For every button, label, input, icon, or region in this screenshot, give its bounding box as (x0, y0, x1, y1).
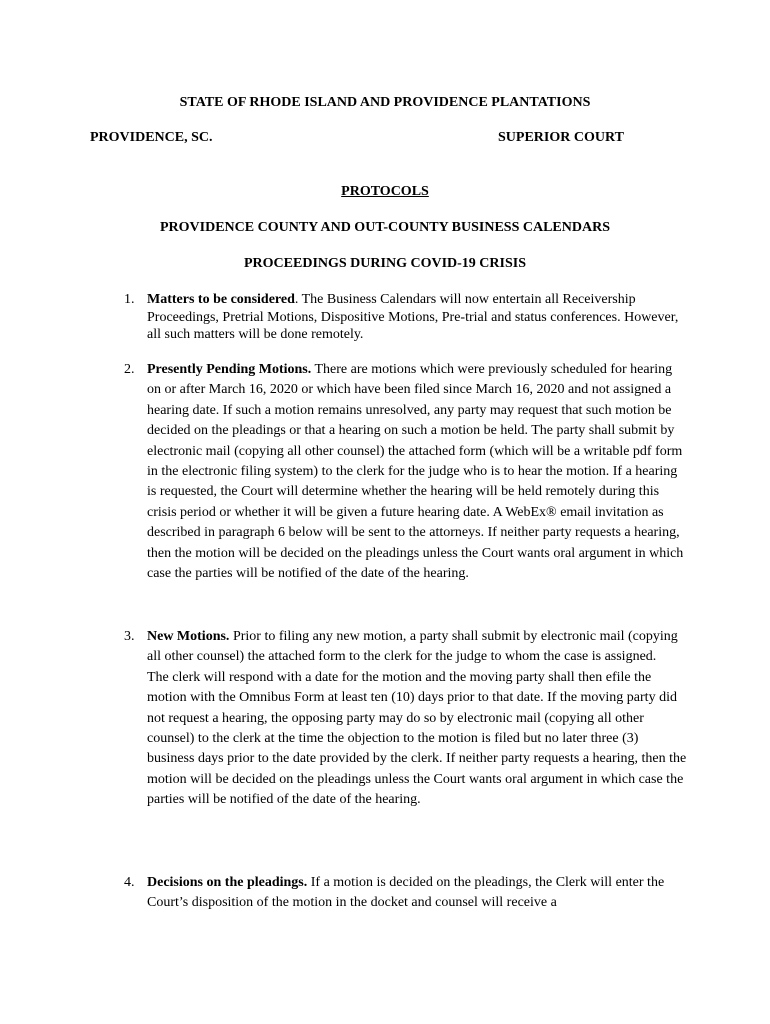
item-text: . The Business Calendars will now entertain all Receivership Proceedings, Pretrial Motions, Dispositive Motions, Pre-trial and status conferences. However, all such matters will be done remotely. (147, 292, 679, 342)
protocols-title: PROTOCOLS (341, 184, 429, 199)
item-title: New Motions. (147, 629, 230, 644)
item-body (147, 291, 687, 344)
item-number: 3. (124, 629, 135, 644)
item-number: 2. (124, 362, 135, 377)
item-body (147, 873, 687, 914)
item-text: If a motion is decided on the pleadings, the Clerk will enter the Court’s disposition of the motion in the docket and counsel will receive a (147, 875, 665, 911)
item-number: 1. (124, 292, 135, 307)
item-body (147, 360, 687, 584)
calendars-title: PROVIDENCE COUNTY AND OUT-COUNTY BUSINESS CALENDARS (159, 220, 611, 235)
item-text: Prior to filing any new motion, a party shall submit by electronic mail (copying all other counsel) the attached form to the clerk for the judge to whom the case is assigned. (147, 629, 678, 665)
item-body (147, 627, 687, 811)
state-heading: STATE OF RHODE ISLAND AND PROVIDENCE PLANTATIONS (179, 95, 591, 110)
item-text: There are motions which were previously scheduled for hearing on or after March 16, 2020 or which have been filed since March 16, 2020 and not assigned a hearing date. If such a motion remains unresolved, any party may request that such motion be decided on the pleadings or that a hearing on such a motion be held. The party shall submit by electronic mail (copying all other counsel) the attached form (which will be a writable pdf form in the electronic filing system) to the clerk for the judge who is to hear the motion. If a hearing is requested, the Court will determine whether the hearing will be held remotely during this crisis period or whether it will be given a future hearing date. A WebEx® email invitation as described in paragraph 6 below will be sent to the attorneys. If neither party requests a hearing, then the motion will be decided on the pleadings unless the Court wants oral argument in which case the parties will be notified of the date of the hearing. (147, 362, 684, 582)
item-title: Decisions on the pleadings. (147, 875, 308, 890)
county-label: PROVIDENCE, SC. (90, 130, 213, 145)
proceedings-title: PROCEEDINGS DURING COVID-19 CRISIS (244, 256, 526, 271)
item-number: 4. (124, 875, 135, 890)
item-text-continued: The clerk will respond with a date for the motion and the moving party shall then efile the motion with the Omnibus Form at least ten (10) days prior to that date. If the moving party did not request a hearing, the opposing party may do so by electronic mail (copying all other counsel) to the clerk at the time the objection to the motion is filed but no later three (3) business days prior to the date provided by the clerk. If neither party requests a hearing, then the motion will be decided on the pleadings unless the Court wants oral argument in which case the parties will be notified of the date of the hearing. (147, 669, 687, 808)
court-label: SUPERIOR COURT (498, 130, 624, 145)
item-title: Matters to be considered (147, 292, 295, 307)
item-title: Presently Pending Motions. (147, 362, 312, 377)
